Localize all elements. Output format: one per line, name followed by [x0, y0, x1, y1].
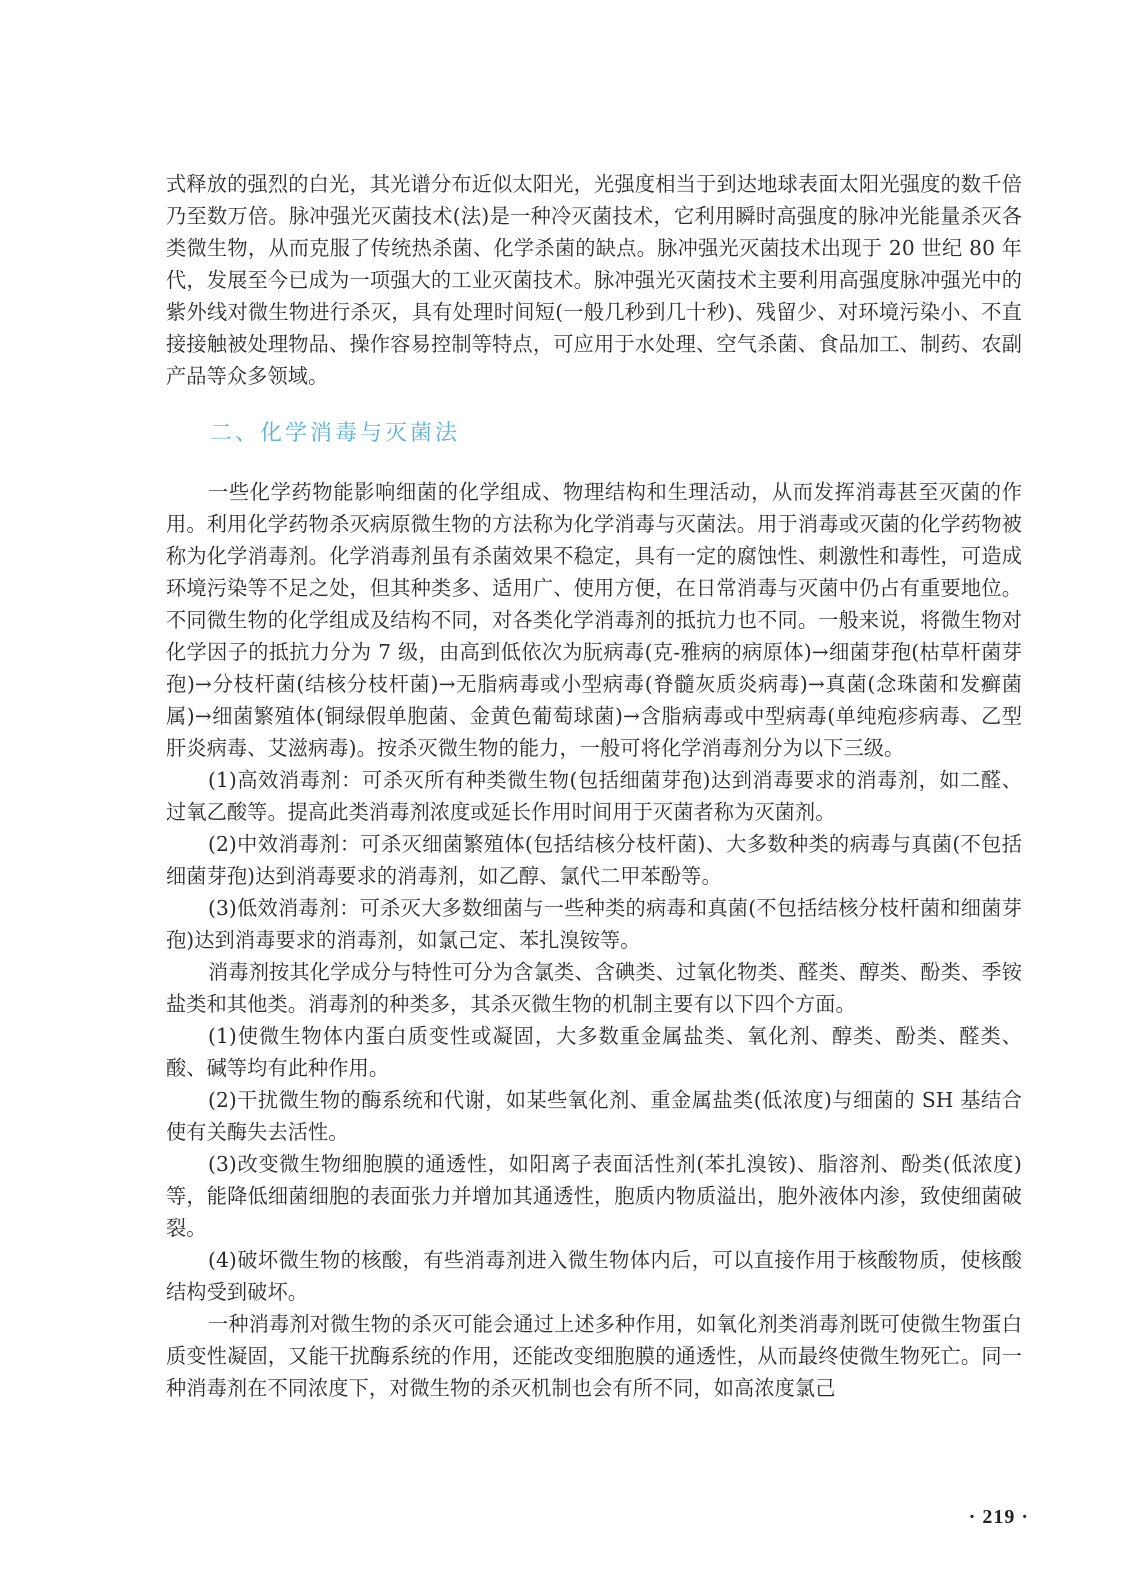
body-paragraph: 消毒剂按其化学成分与特性可分为含氯类、含碘类、过氧化物类、醛类、醇类、酚类、季铵盐类和其他类。消毒剂的种类多，其杀灭微生物的机制主要有以下四个方面。: [166, 960, 1022, 1016]
page-number: · 219 ·: [968, 1506, 1029, 1528]
body-paragraph: (1)高效消毒剂：可杀灭所有种类微生物(包括细菌芽孢)达到消毒要求的消毒剂，如二醛、过氧乙酸等。提高此类消毒剂浓度或延长作用时间用于灭菌者称为灭菌剂。: [166, 768, 1022, 824]
section-heading: 二、化学消毒与灭菌法: [210, 421, 461, 446]
body-paragraph: (2)干扰微生物的酶系统和代谢，如某些氧化剂、重金属盐类(低浓度)与细菌的 SH 基结合使有关酶失去活性。: [166, 1088, 1022, 1144]
body-paragraph: 一种消毒剂对微生物的杀灭可能会通过上述多种作用，如氧化剂类消毒剂既可使微生物蛋白质变性凝固，又能干扰酶系统的作用，还能改变细胞膜的通透性，从而最终使微生物死亡。同一种消毒剂在不同浓度下，对微生物的杀灭机制也会有所不同，如高浓度氯己: [166, 1312, 1022, 1400]
body-paragraph: (3)改变微生物细胞膜的通透性，如阳离子表面活性剂(苯扎溴铵)、脂溶剂、酚类(低浓度)等，能降低细菌细胞的表面张力并增加其通透性，胞质内物质溢出，胞外液体内渗，致使细菌破裂。: [166, 1152, 1022, 1240]
body-paragraph: 一些化学药物能影响细菌的化学组成、物理结构和生理活动，从而发挥消毒甚至灭菌的作用。利用化学药物杀灭病原微生物的方法称为化学消毒与灭菌法。用于消毒或灭菌的化学药物被称为化学消毒剂。化学消毒剂虽有杀菌效果不稳定，具有一定的腐蚀性、刺激性和毒性，可造成环境污染等不足之处，但其种类多、适用广、使用方便，在日常消毒与灭菌中仍占有重要地位。不同微生物的化学组成及结构不同，对各类化学消毒剂的抵抗力也不同。一般来说，将微生物对化学因子的抵抗力分为 7 级，由高到低依次为朊病毒(克-雅病的病原体)→细菌芽孢(枯草杆菌芽孢)→分枝杆菌(结核分枝杆菌)→无脂病毒或小型病毒(脊髓灰质炎病毒)→真菌(念珠菌和发癣菌属)→细菌繁殖体(铜绿假单胞菌、金黄色葡萄球菌)→含脂病毒或中型病毒(单纯疱疹病毒、乙型肝炎病毒、艾滋病毒)。按杀灭微生物的能力，一般可将化学消毒剂分为以下三级。: [166, 480, 1022, 760]
intro-paragraph: 式释放的强烈的白光，其光谱分布近似太阳光，光强度相当于到达地球表面太阳光强度的数千倍乃至数万倍。脉冲强光灭菌技术(法)是一种冷灭菌技术，它利用瞬时高强度的脉冲光能量杀灭各类微生物，从而克服了传统热杀菌、化学杀菌的缺点。脉冲强光灭菌技术出现于 20 世纪 80 年代，发展至今已成为一项强大的工业灭菌技术。脉冲强光灭菌技术主要利用高强度脉冲强光中的紫外线对微生物进行杀灭，具有处理时间短(一般几秒到几十秒)、残留少、对环境污染小、不直接接触被处理物品、操作容易控制等特点，可应用于水处理、空气杀菌、食品加工、制药、农副产品等众多领域。: [166, 172, 1022, 388]
page-body: [166, 168, 1022, 1404]
body-paragraph: (2)中效消毒剂：可杀灭细菌繁殖体(包括结核分枝杆菌)、大多数种类的病毒与真菌(不包括细菌芽孢)达到消毒要求的消毒剂，如乙醇、氯代二甲苯酚等。: [166, 832, 1022, 888]
body-paragraph: (4)破坏微生物的核酸，有些消毒剂进入微生物体内后，可以直接作用于核酸物质，使核酸结构受到破坏。: [166, 1248, 1022, 1304]
body-paragraph: (1)使微生物体内蛋白质变性或凝固，大多数重金属盐类、氧化剂、醇类、酚类、醛类、酸、碱等均有此种作用。: [166, 1024, 1022, 1080]
body-paragraph: (3)低效消毒剂：可杀灭大多数细菌与一些种类的病毒和真菌(不包括结核分枝杆菌和细菌芽孢)达到消毒要求的消毒剂，如氯己定、苯扎溴铵等。: [166, 896, 1022, 952]
